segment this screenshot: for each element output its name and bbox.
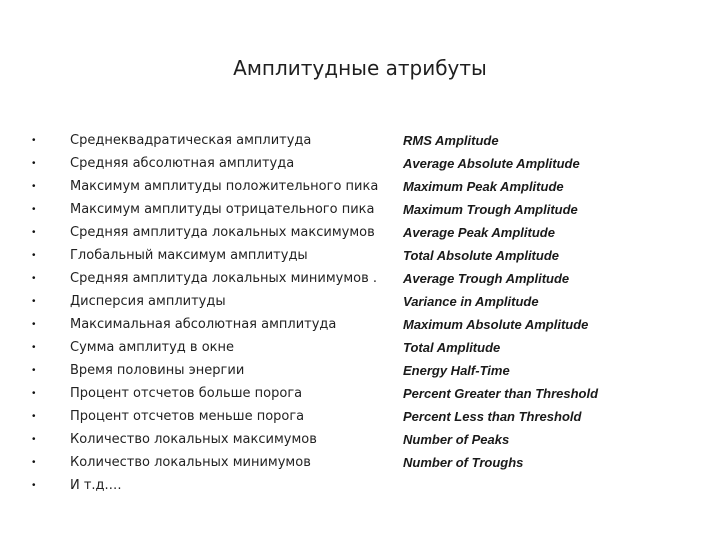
attribute-row (0, 336, 720, 359)
attribute-russian-name: Сумма амплитуд в окне (70, 340, 234, 355)
attribute-row (0, 244, 720, 267)
bullet-icon: • (32, 135, 36, 146)
attribute-row (0, 152, 720, 175)
bullet-icon: • (32, 434, 36, 445)
attribute-russian-name: Средняя амплитуда локальных минимумов . (70, 271, 378, 286)
bullet-icon: • (32, 319, 36, 330)
bullet-icon: • (32, 411, 36, 422)
attribute-english-name: Average Absolute Amplitude (403, 156, 580, 171)
bullet-icon: • (32, 480, 36, 491)
attribute-russian-name: Максимальная абсолютная амплитуда (70, 317, 337, 332)
attribute-english-name: Number of Troughs (403, 455, 524, 470)
attribute-russian-name: Процент отсчетов меньше порога (70, 409, 305, 424)
bullet-icon: • (32, 158, 36, 169)
attribute-row (0, 405, 720, 428)
attribute-row (0, 474, 720, 497)
bullet-icon: • (32, 204, 36, 215)
attribute-english-name: Maximum Absolute Amplitude (403, 317, 589, 332)
slide-title: Амплитудные атрибуты (233, 56, 487, 80)
attribute-english-name: RMS Amplitude (403, 133, 499, 148)
attribute-russian-name: Средняя абсолютная амплитуда (70, 156, 295, 171)
bullet-icon: • (32, 273, 36, 284)
attribute-row (0, 359, 720, 382)
attribute-english-name: Average Peak Amplitude (403, 225, 555, 240)
attribute-russian-name: Глобальный максимум амплитуды (70, 248, 308, 263)
attribute-russian-name: Максимум амплитуды отрицательного пика (70, 202, 375, 217)
attribute-english-name: Variance in Amplitude (403, 294, 539, 309)
attribute-russian-name: Дисперсия амплитуды (70, 294, 226, 309)
attribute-russian-name: Количество локальных максимумов (70, 432, 317, 447)
attribute-russian-name: Среднеквадратическая амплитуда (70, 133, 312, 148)
bullet-icon: • (32, 457, 36, 468)
attribute-english-name: Energy Half-Time (403, 363, 510, 378)
attribute-russian-name: Средняя амплитуда локальных максимумов (70, 225, 375, 240)
attribute-list (0, 129, 720, 497)
attribute-english-name: Total Absolute Amplitude (403, 248, 559, 263)
attribute-english-name: Maximum Peak Amplitude (403, 179, 564, 194)
bullet-icon: • (32, 296, 36, 307)
attribute-russian-name: И т.д.… (70, 478, 122, 493)
bullet-icon: • (32, 250, 36, 261)
bullet-icon: • (32, 365, 36, 376)
attribute-english-name: Number of Peaks (403, 432, 510, 447)
attribute-russian-name: Процент отсчетов больше порога (70, 386, 303, 401)
attribute-russian-name: Максимум амплитуды положительного пика (70, 179, 379, 194)
attribute-row (0, 221, 720, 244)
attribute-russian-name: Время половины энергии (70, 363, 245, 378)
attribute-english-name: Total Amplitude (403, 340, 501, 355)
attribute-row (0, 290, 720, 313)
bullet-icon: • (32, 227, 36, 238)
attribute-english-name: Maximum Trough Amplitude (403, 202, 578, 217)
attribute-row (0, 428, 720, 451)
attribute-row (0, 313, 720, 336)
attribute-english-name: Percent Less than Threshold (403, 409, 582, 424)
attribute-row (0, 198, 720, 221)
bullet-icon: • (32, 342, 36, 353)
bullet-icon: • (32, 388, 36, 399)
attribute-row (0, 129, 720, 152)
attribute-row (0, 267, 720, 290)
attribute-russian-name: Количество локальных минимумов (70, 455, 311, 470)
attribute-english-name: Average Trough Amplitude (403, 271, 570, 286)
attribute-row (0, 451, 720, 474)
attribute-english-name: Percent Greater than Threshold (403, 386, 599, 401)
attribute-row (0, 382, 720, 405)
attribute-row (0, 175, 720, 198)
bullet-icon: • (32, 181, 36, 192)
